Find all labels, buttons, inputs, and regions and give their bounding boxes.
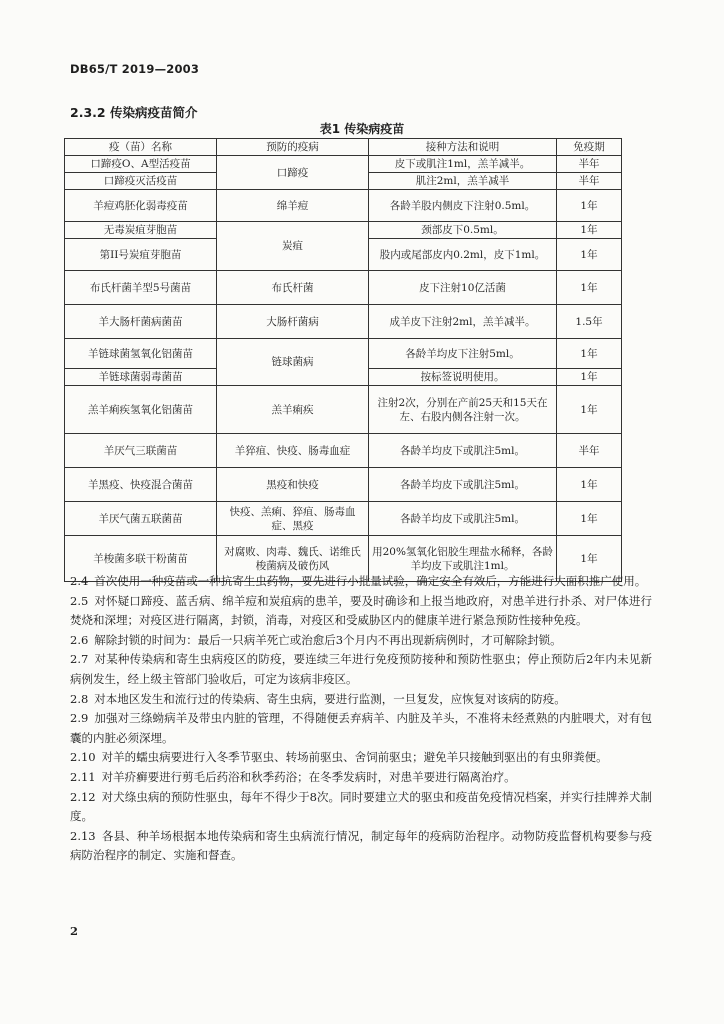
- disease-cell: 黑疫和快疫: [217, 468, 369, 502]
- vaccine-name-cell: 羊大肠杆菌病菌苗: [65, 305, 217, 339]
- paragraph-2-11: [70, 768, 652, 788]
- clause-number: 2.6: [70, 632, 89, 647]
- clause-text: 加强对三绦蚴病羊及带虫内脏的管理，不得随便丢弃病羊、内脏及羊头，不准将未经煮熟的内脏喂犬，对有包囊的内脏必须深埋。: [70, 711, 652, 745]
- paragraph-2-7: [70, 650, 652, 689]
- period-cell: 半年: [557, 173, 622, 190]
- period-cell: 1年: [557, 502, 622, 536]
- clause-number: 2.4: [70, 574, 89, 588]
- table-row: [65, 339, 622, 369]
- period-cell: 1年: [557, 190, 622, 222]
- clause-number: 2.13: [70, 828, 96, 843]
- disease-cell: 大肠杆菌病: [217, 305, 369, 339]
- clause-text: 各县、种羊场根据本地传染病和寄生虫病流行情况，制定每年的疫病防治程序。动物防疫监督机构要参与疫病防治程序的制定、实施和督查。: [70, 828, 652, 863]
- paragraph-2-13: [70, 827, 652, 866]
- disease-cell: 绵羊痘: [217, 190, 369, 222]
- paragraph-2-8: [70, 690, 652, 710]
- table-header-row: [65, 139, 622, 156]
- method-cell: 按标签说明使用。: [369, 369, 557, 386]
- disease-cell: 炭疽: [217, 222, 369, 271]
- period-cell: 1年: [557, 369, 622, 386]
- header-cell: 接种方法和说明: [369, 139, 557, 156]
- vaccine-name-cell: 羊厌气菌五联菌苗: [65, 502, 217, 536]
- method-cell: 用20%氢氧化铝胶生理盐水稀释，各龄羊均皮下或肌注1ml。: [369, 536, 557, 582]
- vaccine-name-cell: 羊链球菌氢氧化铝菌苗: [65, 339, 217, 369]
- clause-text: 对怀疑口蹄疫、蓝舌病、绵羊痘和炭疽病的患羊，要及时确诊和上报当地政府，对患羊进行扑杀、对尸体进行焚烧和深埋；对疫区进行隔离，封锁，消毒，对疫区和受威胁区内的健康羊进行紧急预防性接种免疫。: [70, 593, 652, 628]
- vaccine-name-cell: 羊厌气三联菌苗: [65, 434, 217, 468]
- document-header: DB65/T 2019—2003: [70, 62, 200, 76]
- method-cell: 肌注2ml，羔羊减半: [369, 173, 557, 190]
- disease-cell: 布氏杆菌: [217, 271, 369, 305]
- header-cell: 疫（苗）名称: [65, 139, 217, 156]
- vaccine-name-cell: 羊痘鸡胚化弱毒疫苗: [65, 190, 217, 222]
- header-cell: 免疫期: [557, 139, 622, 156]
- clause-number: 2.7: [70, 652, 89, 667]
- vaccine-name-cell: 羊链球菌弱毒菌苗: [65, 369, 217, 386]
- period-cell: 1.5年: [557, 305, 622, 339]
- table-row: [65, 386, 622, 434]
- method-cell: 各龄羊股内侧皮下注射0.5ml。: [369, 190, 557, 222]
- table-row: [65, 271, 622, 305]
- clause-number: 2.5: [70, 593, 89, 608]
- vaccine-name-cell: 口蹄疫O、A型活疫苗: [65, 156, 217, 173]
- paragraph-2-4: [70, 572, 652, 592]
- table-row: [65, 502, 622, 536]
- vaccine-table: [64, 138, 622, 582]
- clause-text: 对本地区发生和流行过的传染病、寄生虫病，要进行监测，一旦复发，应恢复对该病的防疫。: [94, 691, 566, 706]
- vaccine-name-cell: 第II号炭疽芽胞苗: [65, 239, 217, 271]
- paragraph-2-5: [70, 592, 652, 631]
- method-cell: 注射2次，分别在产前25天和15天在左、右股内侧各注射一次。: [369, 386, 557, 434]
- clause-number: 2.8: [70, 691, 89, 706]
- method-cell: 颈部皮下0.5ml。: [369, 222, 557, 239]
- vaccine-name-cell: 羊黑疫、快疫混合菌苗: [65, 468, 217, 502]
- period-cell: 1年: [557, 271, 622, 305]
- table-row: [65, 434, 622, 468]
- header-cell: 预防的疫病: [217, 139, 369, 156]
- clause-number: 2.12: [70, 789, 96, 804]
- table-row: [65, 305, 622, 339]
- period-cell: 半年: [557, 156, 622, 173]
- disease-cell: 羔羊痢疾: [217, 386, 369, 434]
- clause-number: 2.11: [70, 769, 96, 784]
- table-row: [65, 156, 622, 173]
- method-cell: 各龄羊均皮下注射5ml。: [369, 339, 557, 369]
- clause-text: 对某种传染病和寄生虫病疫区的防疫，要连续三年进行免疫预防接种和预防性驱虫；停止预防后2年内未见新病例发生，经上级主管部门验收后，可定为该病非疫区。: [70, 652, 652, 686]
- period-cell: 1年: [557, 222, 622, 239]
- period-cell: 1年: [557, 339, 622, 369]
- vaccine-name-cell: 羔羊痢疾氢氧化铝菌苗: [65, 386, 217, 434]
- period-cell: 半年: [557, 434, 622, 468]
- paragraph-2-12: [70, 788, 652, 827]
- paragraph-2-9: [70, 709, 652, 748]
- clause-number: 2.9: [70, 711, 89, 726]
- clause-number: 2.10: [70, 750, 96, 765]
- method-cell: 股内或尾部皮内0.2ml，皮下1ml。: [369, 239, 557, 271]
- table-caption: 表1 传染病疫苗: [319, 122, 405, 136]
- clause-text: 对羊疥癣要进行剪毛后药浴和秋季药浴；在冬季发病时，对患羊要进行隔离治疗。: [101, 769, 516, 784]
- clause-text: 对羊的蠕虫病要进行入冬季节驱虫、转场前驱虫、舍饲前驱虫；避免羊只接触到驱出的有虫卵粪便。: [101, 750, 608, 765]
- table-row: [65, 222, 622, 239]
- disease-cell: 快疫、羔痢、猝疽、肠毒血症、黑疫: [217, 502, 369, 536]
- period-cell: 1年: [557, 468, 622, 502]
- table-row: [65, 468, 622, 502]
- period-cell: 1年: [557, 536, 622, 582]
- paragraph-2-6: [70, 631, 652, 651]
- section-title: 2.3.2 传染病疫苗简介: [70, 105, 198, 120]
- clause-text: 对犬绦虫病的预防性驱虫，每年不得少于8次。同时要建立犬的驱虫和疫苗免疫情况档案，并实行挂牌养犬制度。: [70, 789, 652, 824]
- period-cell: 1年: [557, 239, 622, 271]
- vaccine-name-cell: 无毒炭疽芽胞苗: [65, 222, 217, 239]
- page-number: 2: [70, 924, 79, 938]
- disease-cell: 对腐败、肉毒、魏氏、诺维氏梭菌病及破伤风: [217, 536, 369, 582]
- period-cell: 1年: [557, 386, 622, 434]
- vaccine-name-cell: 口蹄疫灭活疫苗: [65, 173, 217, 190]
- disease-cell: 口蹄疫: [217, 156, 369, 190]
- body-text: [70, 572, 652, 866]
- disease-cell: 羊猝疽、快疫、肠毒血症: [217, 434, 369, 468]
- vaccine-name-cell: 布氏杆菌羊型5号菌苗: [65, 271, 217, 305]
- method-cell: 成羊皮下注射2ml，羔羊减半。: [369, 305, 557, 339]
- vaccine-name-cell: 羊梭菌多联干粉菌苗: [65, 536, 217, 582]
- table-row: [65, 190, 622, 222]
- method-cell: 皮下或肌注1ml，羔羊减半。: [369, 156, 557, 173]
- method-cell: 各龄羊均皮下或肌注5ml。: [369, 434, 557, 468]
- clause-text: 解除封锁的时间为：最后一只病羊死亡或治愈后3个月内不再出现新病例时，才可解除封锁。: [94, 632, 562, 647]
- disease-cell: 链球菌病: [217, 339, 369, 386]
- method-cell: 各龄羊均皮下或肌注5ml。: [369, 468, 557, 502]
- clause-text: 首次使用一种疫苗或一种抗寄生虫药物，要先进行小批量试验，确定安全有效后，方能进行大面积推广使用。: [94, 574, 647, 588]
- paragraph-2-10: [70, 748, 652, 768]
- method-cell: 各龄羊均皮下或肌注5ml。: [369, 502, 557, 536]
- method-cell: 皮下注射10亿活菌: [369, 271, 557, 305]
